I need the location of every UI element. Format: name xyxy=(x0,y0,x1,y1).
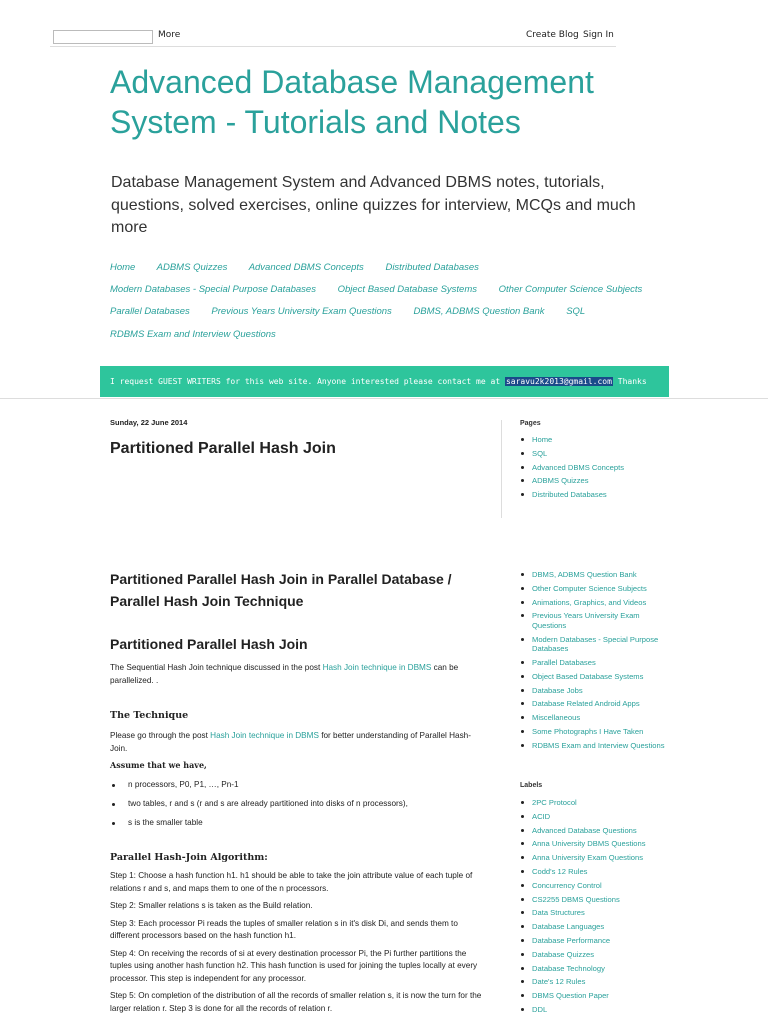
sidebar-labels xyxy=(520,782,667,1019)
tabs-row xyxy=(110,262,498,273)
technique-text: for better understanding of Parallel Hash-Join. xyxy=(110,731,471,753)
tab-parallel-databases[interactable]: Parallel Databases xyxy=(110,306,190,317)
sidebar-pages xyxy=(520,420,667,504)
sidebar-page-link[interactable]: Other Computer Science Subjects xyxy=(520,584,667,594)
sidebar-label-link[interactable]: DDL xyxy=(520,1005,667,1015)
sidebar-label-link[interactable]: Codd's 12 Rules xyxy=(520,867,667,877)
post-intro xyxy=(110,662,482,687)
tab-modern-databases[interactable]: Modern Databases - Special Purpose Databases xyxy=(110,284,316,295)
description-line: Database Management System and Advanced DBMS notes, tutorials, xyxy=(111,174,605,191)
sidebar-label-link[interactable]: Advanced Database Questions xyxy=(520,826,667,836)
tab-advanced-dbms-concepts[interactable]: Advanced DBMS Concepts xyxy=(248,262,364,273)
sidebar-page-link[interactable]: Database Jobs xyxy=(520,686,667,696)
navbar-divider xyxy=(50,46,616,47)
tab-adbms-quizzes[interactable]: ADBMS Quizzes xyxy=(156,262,228,273)
sidebar-label-link[interactable]: Database Quizzes xyxy=(520,950,667,960)
guest-writer-banner xyxy=(100,366,669,397)
sidebar-page-link[interactable]: Miscellaneous xyxy=(520,713,667,723)
sidebar-label-link[interactable]: Concurrency Control xyxy=(520,881,667,891)
pages-heading: Pages xyxy=(520,420,541,427)
algorithm-steps xyxy=(110,870,482,1020)
create-blog-link[interactable]: Create Blog xyxy=(526,30,579,40)
search-input[interactable] xyxy=(53,30,153,44)
sidebar-page-link[interactable]: Modern Databases - Special Purpose Databases xyxy=(520,635,667,654)
sidebar-label-link[interactable]: CS2255 DBMS Questions xyxy=(520,895,667,905)
sidebar-page-link[interactable]: Previous Years University Exam Questions xyxy=(520,611,667,630)
blog-title-line: System - Tutorials and Notes xyxy=(110,104,521,140)
post-heading-main: Partitioned Parallel Hash Join in Parallel Database / Parallel Hash Join Technique xyxy=(110,571,452,609)
tab-other-cs-subjects[interactable]: Other Computer Science Subjects xyxy=(498,284,643,295)
banner-thanks: Thanks xyxy=(617,377,647,386)
blog-title[interactable] xyxy=(110,62,670,142)
list-item: s is the smaller table xyxy=(128,818,482,837)
sidebar-page-link[interactable]: Parallel Databases xyxy=(520,658,667,668)
assume-heading: Assume that we have, xyxy=(110,760,207,770)
technique-paragraph xyxy=(110,730,482,755)
sidebar-page-link[interactable]: Distributed Databases xyxy=(520,490,667,500)
sidebar-label-link[interactable]: Database Languages xyxy=(520,922,667,932)
sign-in-link[interactable]: Sign In xyxy=(583,30,614,40)
post-title[interactable]: Partitioned Parallel Hash Join xyxy=(110,440,336,457)
list-item: two tables, r and s (r and s are already partitioned into disks of n processors), xyxy=(128,799,482,818)
technique-heading: The Technique xyxy=(110,710,189,721)
list-item: n processors, P0, P1, …, Pn-1 xyxy=(128,780,482,799)
tab-object-based-database-systems[interactable]: Object Based Database Systems xyxy=(337,284,477,295)
blog-title-line: Advanced Database Management xyxy=(110,64,594,100)
sidebar-label-link[interactable]: DBMS Question Paper xyxy=(520,991,667,1001)
labels-heading: Labels xyxy=(520,782,543,789)
sidebar-page-link[interactable]: SQL xyxy=(520,449,667,459)
blog-description xyxy=(111,172,671,240)
description-line: more xyxy=(111,219,148,236)
sidebar-label-link[interactable]: Data Structures xyxy=(520,908,667,918)
algorithm-step: Step 5: On completion of the distribution of all the records of smaller relation s, it is now the turn for the larger relation r. Step 3 is done for all the records of relation r. xyxy=(110,991,482,1013)
sidebar-page-link[interactable]: DBMS, ADBMS Question Bank xyxy=(520,570,667,580)
sidebar-more-pages xyxy=(520,570,667,755)
intro-text: can be parallelized. . xyxy=(110,663,459,685)
sidebar-page-link[interactable]: Object Based Database Systems xyxy=(520,672,667,682)
tabs-row xyxy=(110,329,295,340)
tabs-row xyxy=(110,306,604,317)
intro-text: The Sequential Hash Join technique discussed in the post xyxy=(110,663,321,672)
assumption-list xyxy=(128,780,482,837)
hash-join-link[interactable]: Hash Join technique in DBMS xyxy=(322,663,432,672)
tab-sql[interactable]: SQL xyxy=(566,306,586,317)
sidebar-page-link[interactable]: RDBMS Exam and Interview Questions xyxy=(520,741,667,751)
header-divider xyxy=(0,398,768,399)
banner-text: I request GUEST WRITERS for this web site. Anyone interested please contact me at xyxy=(110,377,501,386)
tab-previous-exam-questions[interactable]: Previous Years University Exam Questions xyxy=(211,306,392,317)
algorithm-step: Step 4: On receiving the records of si at every destination processor Pi, the Pi further partitions the tuples using another hash function h2. This hash function is used for joining the tuples locally at every processor. This step is independent for any processor. xyxy=(110,948,478,983)
description-line: questions, solved exercises, online quizzes for interview, MCQs and much xyxy=(111,196,636,214)
hash-join-link[interactable]: Hash Join technique in DBMS xyxy=(210,731,319,740)
banner-email-link[interactable]: saravu2k2013@gmail.com xyxy=(505,377,612,386)
technique-text: Please go through the post xyxy=(110,731,208,740)
sidebar-page-link[interactable]: ADBMS Quizzes xyxy=(520,476,667,486)
tabs-row xyxy=(110,284,661,295)
post-date: Sunday, 22 June 2014 xyxy=(110,418,188,427)
algorithm-step: Step 2: Smaller relations s is taken as the Build relation. xyxy=(110,901,313,910)
sidebar-page-link[interactable]: Animations, Graphics, and Videos xyxy=(520,598,667,608)
sidebar-label-link[interactable]: Anna University Exam Questions xyxy=(520,853,667,863)
sidebar-page-link[interactable]: Home xyxy=(520,435,667,445)
sidebar-page-link[interactable]: Some Photographs I Have Taken xyxy=(520,727,667,737)
tab-home[interactable]: Home xyxy=(110,262,136,273)
sidebar-label-link[interactable]: Database Technology xyxy=(520,964,667,974)
sidebar-label-link[interactable]: ACID xyxy=(520,812,667,822)
sidebar-page-link[interactable]: Database Related Android Apps xyxy=(520,699,667,709)
algorithm-step: Step 3: Each processor Pi reads the tuples of smaller relation s in it's disk Di, and sends them to different processors based on the hash function h1. xyxy=(110,918,458,940)
sidebar-divider xyxy=(501,420,502,518)
sidebar-label-link[interactable]: 2PC Protocol xyxy=(520,798,667,808)
sidebar-label-link[interactable]: Anna University DBMS Questions xyxy=(520,839,667,849)
sidebar-label-link[interactable]: Database Performance xyxy=(520,936,667,946)
sidebar-page-link[interactable]: Advanced DBMS Concepts xyxy=(520,463,667,473)
algorithm-step: Step 1: Choose a hash function h1. h1 should be able to take the join attribute value of each tuple of relations r and s, and maps them to one of the n processors. xyxy=(110,871,473,893)
tab-rdbms-exam[interactable]: RDBMS Exam and Interview Questions xyxy=(110,329,276,340)
algorithm-heading: Parallel Hash-Join Algorithm: xyxy=(110,852,268,863)
more-link[interactable]: More xyxy=(158,30,181,40)
tab-distributed-databases[interactable]: Distributed Databases xyxy=(385,262,479,273)
sidebar-label-link[interactable]: Date's 12 Rules xyxy=(520,977,667,987)
tab-question-bank[interactable]: DBMS, ADBMS Question Bank xyxy=(413,306,545,317)
post-heading-sub: Partitioned Parallel Hash Join xyxy=(110,636,308,652)
